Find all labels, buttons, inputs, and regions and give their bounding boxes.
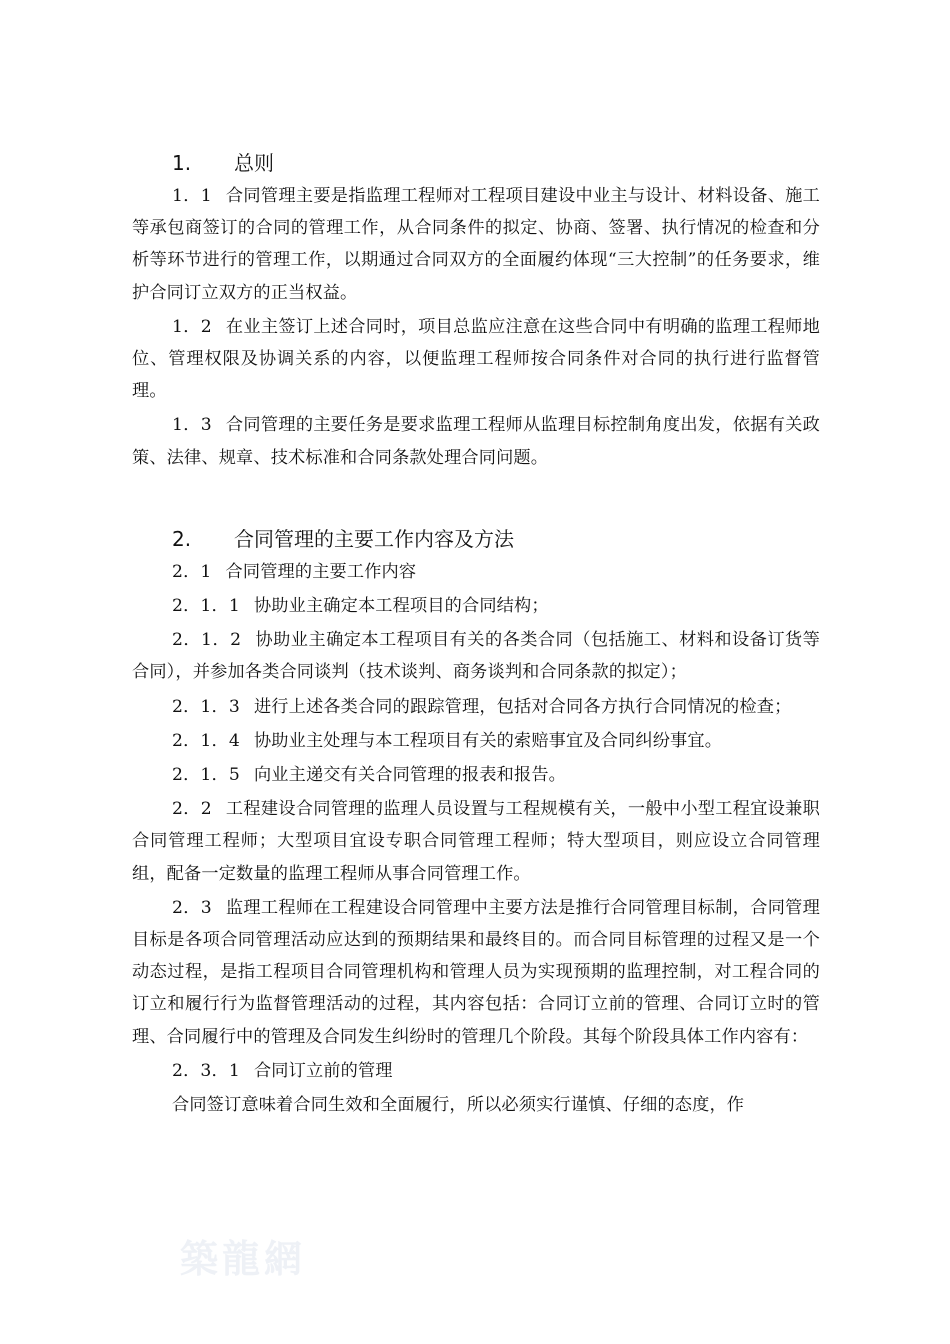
clause-number: 2．1 bbox=[172, 561, 212, 582]
paragraph-2-1-2 bbox=[132, 624, 820, 688]
watermark-logo: 築龍網 bbox=[180, 1236, 307, 1281]
clause-number: 2．1．5 bbox=[172, 765, 240, 786]
paragraph-2-3 bbox=[132, 892, 820, 1053]
clause-number: 2．3．1 bbox=[172, 1060, 240, 1081]
clause-number: 2．1．1 bbox=[172, 596, 240, 617]
heading-number: 2. bbox=[172, 526, 192, 551]
clause-number: 2．2 bbox=[172, 799, 212, 820]
clause-text: 协助业主确定本工程项目的合同结构； bbox=[253, 596, 549, 617]
clause-text: 监理工程师在工程建设合同管理中主要方法是推行合同管理目标制，合同管理目标是各项合同管理活动应达到的预期结果和最终目的。而合同目标管理的过程又是一个动态过程，是指工程项目合同管理机构和管理人员为实现预期的监理控制，对工程合同的订立和履行行为监督管理活动的过程，其内容包括：合同订立前的管理、合同订立时的管理、合同履行中的管理及合同发生纠纷时的管理几个阶段。其每个阶段具体工作内容有： bbox=[132, 897, 820, 1047]
clause-text: 协助业主确定本工程项目有关的各类合同（包括施工、材料和设备订货等合同），并参加各类合同谈判（技术谈判、商务谈判和合同条款的拟定）； bbox=[132, 630, 820, 683]
clause-number: 1．1 bbox=[172, 186, 212, 206]
clause-text: 协助业主处理与本工程项目有关的索赔事宜及合同纠纷事宜。 bbox=[253, 730, 723, 751]
paragraph-2-1-4 bbox=[132, 725, 820, 757]
clause-number: 2．1．3 bbox=[172, 696, 240, 717]
heading-title: 总则 bbox=[234, 151, 274, 175]
clause-number: 2．1．4 bbox=[172, 730, 240, 751]
document-body bbox=[132, 146, 820, 1121]
section-heading-2 bbox=[132, 522, 820, 556]
paragraph-1-3 bbox=[132, 409, 820, 473]
paragraph-2-2 bbox=[132, 793, 820, 890]
clause-text: 合同订立前的管理 bbox=[253, 1060, 393, 1081]
paragraph-2-1-1 bbox=[132, 590, 820, 622]
clause-number: 1．2 bbox=[172, 316, 212, 337]
clause-text: 合同签订意味着合同生效和全面履行，所以必须实行谨慎、仔细的态度，作 bbox=[172, 1095, 745, 1116]
clause-number: 2．1．2 bbox=[172, 630, 242, 651]
clause-number: 1．3 bbox=[172, 415, 212, 436]
heading-number: 1. bbox=[172, 151, 192, 175]
paragraph-1-2 bbox=[132, 311, 820, 408]
paragraph-1-1 bbox=[132, 180, 820, 309]
clause-number: 2．3 bbox=[172, 897, 212, 918]
clause-text: 合同管理的主要任务是要求监理工程师从监理目标控制角度出发，依据有关政策、法律、规章、技术标准和合同条款处理合同问题。 bbox=[132, 415, 820, 468]
paragraph-2-1-5 bbox=[132, 759, 820, 791]
clause-text: 合同管理主要是指监理工程师对工程项目建设中业主与设计、材料设备、施工等承包商签订的合同的管理工作，从合同条件的拟定、协商、签署、执行情况的检查和分析等环节进行的管理工作，以期通过合同双方的全面履约体现“三大控制”的任务要求，维护合同订立双方的正当权益。 bbox=[132, 186, 820, 303]
paragraph-2-1 bbox=[132, 556, 820, 588]
heading-title: 合同管理的主要工作内容及方法 bbox=[234, 526, 514, 551]
paragraph-2-3-1 bbox=[132, 1055, 820, 1087]
clause-text: 向业主递交有关合同管理的报表和报告。 bbox=[253, 765, 567, 786]
clause-text: 合同管理的主要工作内容 bbox=[225, 561, 417, 582]
paragraph-2-1-3 bbox=[132, 691, 820, 723]
clause-text: 在业主签订上述合同时，项目总监应注意在这些合同中有明确的监理工程师地位、管理权限及协调关系的内容，以便监理工程师按合同条件对合同的执行进行监督管理。 bbox=[132, 316, 820, 402]
clause-text: 进行上述各类合同的跟踪管理，包括对合同各方执行合同情况的检查； bbox=[253, 696, 792, 717]
clause-text: 工程建设合同管理的监理人员设置与工程规模有关，一般中小型工程宜设兼职合同管理工程师；大型项目宜设专职合同管理工程师；特大型项目，则应设立合同管理组，配备一定数量的监理工程师从事合同管理工作。 bbox=[132, 799, 820, 884]
section-heading-1 bbox=[132, 146, 820, 180]
paragraph-continuation bbox=[132, 1089, 820, 1121]
